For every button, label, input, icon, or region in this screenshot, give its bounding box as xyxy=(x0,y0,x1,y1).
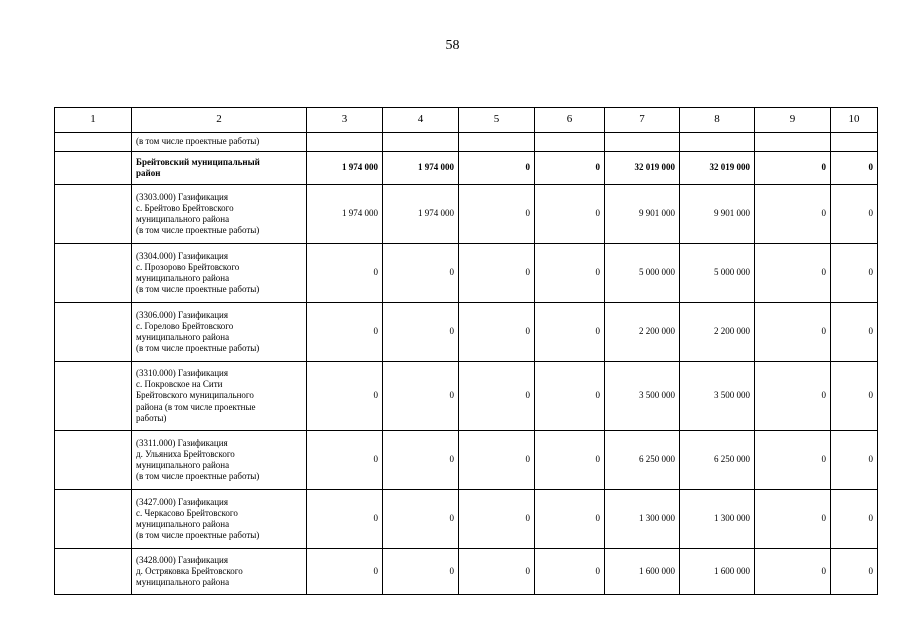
object-name-line: д. Остряковка Брейтовского xyxy=(136,565,243,576)
value-cell-col-4: 0 xyxy=(383,490,459,549)
object-name-line: (в том числе проектные работы) xyxy=(136,136,260,147)
object-name-cell xyxy=(132,133,307,152)
value-cell-col-8: 1 600 000 xyxy=(680,549,755,595)
header-cell: 7 xyxy=(605,108,680,133)
object-name-line: д. Ульяниха Брейтовского xyxy=(136,448,235,459)
value-cell-col-5: 0 xyxy=(459,185,535,244)
object-name-line: с. Черкасово Брейтовского xyxy=(136,507,238,518)
object-name-line: Брейтовский муниципальный xyxy=(136,156,260,167)
value-cell-col-4: 0 xyxy=(383,549,459,595)
value-cell-col-7 xyxy=(605,133,680,152)
value-cell-col-6: 0 xyxy=(535,362,605,431)
row-index-cell xyxy=(55,490,132,549)
row-index-cell xyxy=(55,303,132,362)
object-name-line: района (в том числе проектные xyxy=(136,401,256,412)
value-cell-col-6: 0 xyxy=(535,549,605,595)
value-cell-col-8: 9 901 000 xyxy=(680,185,755,244)
object-name-cell xyxy=(132,362,307,431)
object-name-line: с. Брейтово Брейтовского xyxy=(136,202,234,213)
value-cell-col-9: 0 xyxy=(755,185,831,244)
object-name-cell xyxy=(132,152,307,185)
object-name-line: (3427.000) Газификация xyxy=(136,496,228,507)
value-cell-col-6: 0 xyxy=(535,152,605,185)
value-cell-col-6: 0 xyxy=(535,303,605,362)
value-cell-col-8: 1 300 000 xyxy=(680,490,755,549)
header-cell: 10 xyxy=(831,108,878,133)
object-name-cell xyxy=(132,244,307,303)
value-cell-col-8: 5 000 000 xyxy=(680,244,755,303)
object-name-line: муниципального района xyxy=(136,332,230,342)
value-cell-col-9: 0 xyxy=(755,362,831,431)
object-name-line: муниципального района xyxy=(136,460,230,470)
object-name-line: (3311.000) Газификация xyxy=(136,437,228,448)
value-cell-col-10: 0 xyxy=(831,490,878,549)
object-name-cell xyxy=(132,303,307,362)
header-cell: 9 xyxy=(755,108,831,133)
object-name-line: (3303.000) Газификация xyxy=(136,191,228,202)
value-cell-col-4: 0 xyxy=(383,362,459,431)
value-cell-col-9: 0 xyxy=(755,303,831,362)
object-name-line: муниципального района xyxy=(136,273,230,283)
header-cell: 1 xyxy=(55,108,132,133)
object-name-line: с. Горелово Брейтовского xyxy=(136,320,234,331)
value-cell-col-3: 0 xyxy=(307,490,383,549)
value-cell-col-3 xyxy=(307,133,383,152)
value-cell-col-4 xyxy=(383,133,459,152)
row-index-cell xyxy=(55,431,132,490)
object-name-cell xyxy=(132,490,307,549)
value-cell-col-7: 1 300 000 xyxy=(605,490,680,549)
row-index-cell xyxy=(55,133,132,152)
value-cell-col-7: 6 250 000 xyxy=(605,431,680,490)
value-cell-col-3: 1 974 000 xyxy=(307,185,383,244)
value-cell-col-10 xyxy=(831,133,878,152)
table-row xyxy=(55,303,878,362)
value-cell-col-3: 0 xyxy=(307,431,383,490)
value-cell-col-7: 5 000 000 xyxy=(605,244,680,303)
object-name-line: (в том числе проектные работы) xyxy=(136,343,260,354)
value-cell-col-9: 0 xyxy=(755,244,831,303)
object-name-line: муниципального района xyxy=(136,519,230,529)
table-row xyxy=(55,549,878,595)
value-cell-col-5: 0 xyxy=(459,303,535,362)
value-cell-col-8: 6 250 000 xyxy=(680,431,755,490)
value-cell-col-6: 0 xyxy=(535,244,605,303)
value-cell-col-10: 0 xyxy=(831,362,878,431)
header-cell: 4 xyxy=(383,108,459,133)
value-cell-col-3: 0 xyxy=(307,549,383,595)
object-name-line: с. Прозорово Брейтовского xyxy=(136,261,240,272)
page-number: 58 xyxy=(445,38,460,53)
header-cell: 6 xyxy=(535,108,605,133)
value-cell-col-9: 0 xyxy=(755,490,831,549)
object-name-line: муниципального района xyxy=(136,577,230,588)
value-cell-col-5: 0 xyxy=(459,244,535,303)
object-name-line: работы) xyxy=(136,412,167,423)
object-name-line: (в том числе проектные работы) xyxy=(136,225,260,236)
value-cell-col-4: 0 xyxy=(383,244,459,303)
row-index-cell xyxy=(55,362,132,431)
table-body xyxy=(55,108,878,595)
value-cell-col-9 xyxy=(755,133,831,152)
value-cell-col-7: 9 901 000 xyxy=(605,185,680,244)
object-name-line: (3306.000) Газификация xyxy=(136,309,228,320)
budget-table xyxy=(54,107,878,595)
value-cell-col-4: 0 xyxy=(383,431,459,490)
value-cell-col-8: 32 019 000 xyxy=(680,152,755,185)
table-row xyxy=(55,133,878,152)
value-cell-col-4: 0 xyxy=(383,303,459,362)
object-name-cell xyxy=(132,549,307,595)
object-name-line: (в том числе проектные работы) xyxy=(136,471,260,482)
value-cell-col-7: 1 600 000 xyxy=(605,549,680,595)
object-name-line: Брейтовского муниципального xyxy=(136,390,254,401)
row-index-cell xyxy=(55,185,132,244)
value-cell-col-10: 0 xyxy=(831,431,878,490)
value-cell-col-9: 0 xyxy=(755,549,831,595)
value-cell-col-3: 0 xyxy=(307,244,383,303)
value-cell-col-6: 0 xyxy=(535,431,605,490)
header-cell: 3 xyxy=(307,108,383,133)
value-cell-col-5 xyxy=(459,133,535,152)
value-cell-col-6: 0 xyxy=(535,185,605,244)
value-cell-col-3: 0 xyxy=(307,303,383,362)
header-row xyxy=(55,108,878,133)
value-cell-col-6 xyxy=(535,133,605,152)
value-cell-col-10: 0 xyxy=(831,185,878,244)
table-row xyxy=(55,152,878,185)
value-cell-col-10: 0 xyxy=(831,303,878,362)
value-cell-col-5: 0 xyxy=(459,152,535,185)
value-cell-col-8 xyxy=(680,133,755,152)
table-row xyxy=(55,490,878,549)
object-name-line: (3310.000) Газификация xyxy=(136,367,228,378)
value-cell-col-4: 1 974 000 xyxy=(383,152,459,185)
value-cell-col-9: 0 xyxy=(755,431,831,490)
table-row xyxy=(55,431,878,490)
object-name-line: (в том числе проектные работы) xyxy=(136,284,260,295)
object-name-line: (3304.000) Газификация xyxy=(136,250,228,261)
header-cell: 2 xyxy=(132,108,307,133)
table-row xyxy=(55,185,878,244)
value-cell-col-10: 0 xyxy=(831,244,878,303)
value-cell-col-7: 32 019 000 xyxy=(605,152,680,185)
row-index-cell xyxy=(55,244,132,303)
row-index-cell xyxy=(55,549,132,595)
object-name-cell xyxy=(132,431,307,490)
object-name-line: район xyxy=(136,168,161,178)
value-cell-col-5: 0 xyxy=(459,362,535,431)
row-index-cell xyxy=(55,152,132,185)
object-name-cell xyxy=(132,185,307,244)
table-row xyxy=(55,362,878,431)
object-name-line: с. Покровское на Сити xyxy=(136,379,223,390)
value-cell-col-8: 3 500 000 xyxy=(680,362,755,431)
value-cell-col-4: 1 974 000 xyxy=(383,185,459,244)
header-cell: 5 xyxy=(459,108,535,133)
value-cell-col-8: 2 200 000 xyxy=(680,303,755,362)
value-cell-col-5: 0 xyxy=(459,549,535,595)
object-name-line: (в том числе проектные работы) xyxy=(136,530,260,541)
value-cell-col-10: 0 xyxy=(831,152,878,185)
value-cell-col-3: 0 xyxy=(307,362,383,431)
header-cell: 8 xyxy=(680,108,755,133)
value-cell-col-5: 0 xyxy=(459,490,535,549)
table-row xyxy=(55,244,878,303)
value-cell-col-3: 1 974 000 xyxy=(307,152,383,185)
value-cell-col-7: 2 200 000 xyxy=(605,303,680,362)
value-cell-col-9: 0 xyxy=(755,152,831,185)
value-cell-col-10: 0 xyxy=(831,549,878,595)
object-name-line: муниципального района xyxy=(136,214,230,224)
object-name-line: (3428.000) Газификация xyxy=(136,554,228,565)
value-cell-col-7: 3 500 000 xyxy=(605,362,680,431)
value-cell-col-5: 0 xyxy=(459,431,535,490)
value-cell-col-6: 0 xyxy=(535,490,605,549)
